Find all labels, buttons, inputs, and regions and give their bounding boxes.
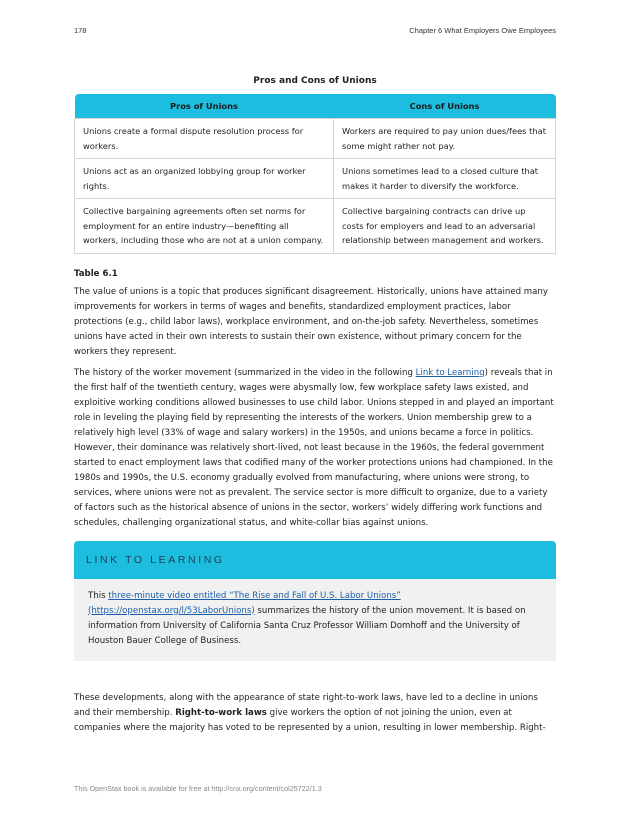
column-header-cons: Cons of Unions <box>334 94 556 119</box>
page-content <box>74 76 556 742</box>
link-to-learning-header <box>74 541 556 579</box>
footer-note: This OpenStax book is available for free at http://cnx.org/content/col25722/1.3 <box>74 784 322 793</box>
table-row <box>75 119 556 159</box>
link-to-learning-body <box>74 579 556 661</box>
table-label: Table 6.1 <box>74 268 118 279</box>
column-header-pros: Pros of Unions <box>75 94 334 119</box>
paragraph-decline: These developments, along with the appearance of state right-to-work laws, have led to a decline in unions and their membership. Right-to-work laws give workers the option of not joining the union, even at companies where the majority has voted to be represented by a union, resulting in lower membership. Right- <box>74 692 546 733</box>
table-cell-cons: Unions sometimes lead to a closed culture that makes it harder to diversify the workforce. <box>334 159 556 199</box>
table-cell-pros: Collective bargaining agreements often set norms for employment for an entire industry—benefiting all workers, including those who are not at a union company. <box>75 199 334 254</box>
link-to-learning-link[interactable]: Link to Learning <box>415 367 485 378</box>
link-to-learning-box <box>74 541 556 661</box>
table-cell-cons: Collective bargaining contracts can drive up costs for employers and lead to an adversarial relationship between management and workers. <box>334 199 556 254</box>
term-right-to-work: Right-to-work laws <box>175 707 267 718</box>
table-cell-pros: Unions create a formal dispute resolution process for workers. <box>75 119 334 159</box>
table-row <box>75 199 556 254</box>
table-caption: Pros and Cons of Unions <box>253 76 377 86</box>
video-link[interactable]: three-minute video entitled “The Rise and Fall of U.S. Labor Unions” (https://openstax.org/l/53LaborUnions) <box>88 590 401 616</box>
table-cell-pros: Unions act as an organized lobbying group for worker rights. <box>75 159 334 199</box>
paragraph-history: The history of the worker movement (summarized in the video in the following Link to Learning) reveals that in the first half of the twentieth century, wages were abysmally low, few workplace safety laws existed, and exploitive working conditions allowed businesses to use child labor. Unions stepped in and played an important role in leveling the playing field by representing the interests of the workers. Union membership grew to a relatively high level (33% of wage and salary workers) in the 1950s, and unions became a force in politics. However, their dominance was relatively short-lived, not least because in the 1960s, the federal government started to enact employment laws that codified many of the worker protections unions had championed. In the 1980s and 1990s, the U.S. economy gradually evolved from manufacturing, where unions were strong, to services, where unions were not as prevalent. The service sector is more difficult to organize, due to a variety of factors such as the historical absence of unions in the sector, workers’ widely differing work functions and schedules, challenging organizational status, and white-collar bias against unions. <box>74 367 554 528</box>
paragraph-value-of-unions: The value of unions is a topic that produces significant disagreement. Historically, unions have attained many improvements for workers in terms of wages and benefits, standardized employment practices, labor protections (e.g., child labor laws), workplace environment, and on-the-job safety. Nevertheless, sometimes unions have acted in their own interests to sustain their own existence, without primary concern for the workers they represent. <box>74 286 548 357</box>
table-row <box>75 159 556 199</box>
table-cell-cons: Workers are required to pay union dues/fees that some might rather not pay. <box>334 119 556 159</box>
pros-cons-table <box>74 94 556 254</box>
chapter-title: Chapter 6 What Employers Owe Employees <box>409 26 556 35</box>
page-number: 178 <box>74 26 87 35</box>
link-to-learning-text: This three-minute video entitled “The Rise and Fall of U.S. Labor Unions” (https://openstax.org/l/53LaborUnions) summarizes the history of the union movement. It is based on information from University of California Santa Cruz Professor William Domhoff and the University of Houston Bauer College of Business. <box>88 590 526 646</box>
link-to-learning-title: LINK TO LEARNING <box>86 553 225 566</box>
